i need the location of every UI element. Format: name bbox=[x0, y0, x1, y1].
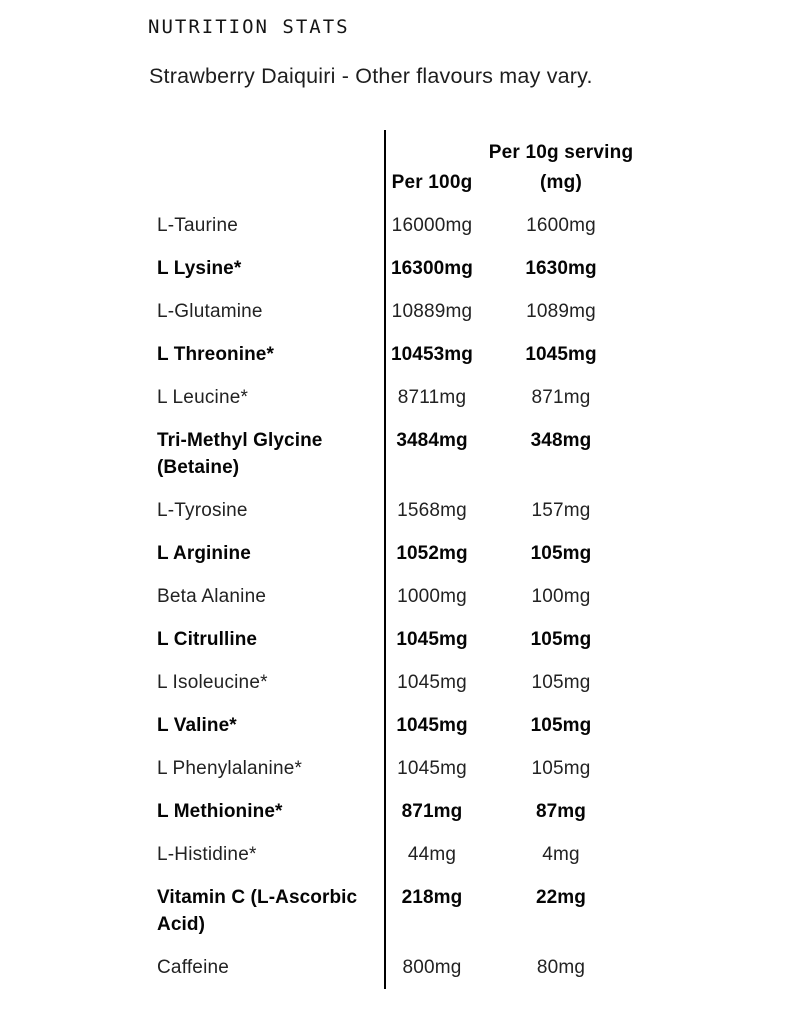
nutrient-name: L-Taurine bbox=[148, 204, 386, 247]
per-10g-value: 105mg bbox=[531, 672, 591, 693]
table-row bbox=[148, 333, 644, 376]
per-100g-value: 44mg bbox=[407, 844, 457, 865]
table-row bbox=[148, 575, 644, 618]
table-row bbox=[148, 376, 644, 419]
nutrient-name: L Leucine* bbox=[148, 376, 386, 419]
per-100g-value: 3484mg bbox=[396, 430, 468, 451]
per-100g-value: 218mg bbox=[401, 887, 463, 908]
per-10g-value: 1600mg bbox=[526, 215, 596, 236]
per-10g-value: 22mg bbox=[535, 887, 587, 908]
per-100g-value: 16300mg bbox=[390, 258, 474, 279]
nutrient-name: L-Histidine* bbox=[148, 833, 386, 876]
per-100g-value: 10453mg bbox=[390, 344, 474, 365]
header-per-100g-label: Per 100g bbox=[391, 172, 473, 193]
nutrient-name: L-Tyrosine bbox=[148, 489, 386, 532]
table-row bbox=[148, 790, 644, 833]
per-10g-value: 1089mg bbox=[526, 301, 596, 322]
per-100g-value: 10889mg bbox=[391, 301, 473, 322]
nutrient-name: L Valine* bbox=[148, 704, 386, 747]
table-row bbox=[148, 833, 644, 876]
nutrient-name: L Citrulline bbox=[148, 618, 386, 661]
nutrient-name: L Methionine* bbox=[148, 790, 386, 833]
table-row bbox=[148, 618, 644, 661]
per-100g-value: 800mg bbox=[402, 957, 462, 978]
per-10g-value: 105mg bbox=[530, 715, 592, 736]
table-row bbox=[148, 661, 644, 704]
table-row bbox=[148, 704, 644, 747]
nutrient-name: L Arginine bbox=[148, 532, 386, 575]
per-100g-value: 1568mg bbox=[397, 500, 467, 521]
nutrient-name: Tri-Methyl Glycine (Betaine) bbox=[148, 419, 386, 489]
header-per-100g bbox=[386, 130, 478, 204]
per-100g-value: 1045mg bbox=[397, 758, 467, 779]
table-row bbox=[148, 204, 644, 247]
per-100g-value: 1045mg bbox=[396, 715, 468, 736]
header-per-10g-serving bbox=[478, 130, 644, 204]
per-100g-value: 8711mg bbox=[397, 387, 467, 408]
header-per-10g-line1: Per 10g serving bbox=[488, 142, 634, 163]
per-100g-value: 1045mg bbox=[396, 629, 468, 650]
per-10g-value: 871mg bbox=[531, 387, 591, 408]
table-row bbox=[148, 290, 644, 333]
nutrient-name: L Isoleucine* bbox=[148, 661, 386, 704]
table-row bbox=[148, 532, 644, 575]
per-10g-value: 4mg bbox=[542, 844, 580, 865]
per-10g-value: 105mg bbox=[530, 629, 592, 650]
per-100g-value: 16000mg bbox=[391, 215, 473, 236]
nutrient-name: L Lysine* bbox=[148, 247, 386, 290]
nutrient-name: L Threonine* bbox=[148, 333, 386, 376]
table-row bbox=[148, 946, 644, 989]
per-100g-value: 1000mg bbox=[397, 586, 467, 607]
flavour-note: Strawberry Daiquiri - Other flavours may vary. bbox=[149, 64, 593, 88]
per-10g-value: 87mg bbox=[535, 801, 587, 822]
per-10g-value: 105mg bbox=[531, 758, 591, 779]
section-title: NUTRITION STATS bbox=[148, 16, 350, 38]
table-row bbox=[148, 419, 644, 489]
table-row bbox=[148, 247, 644, 290]
per-10g-value: 157mg bbox=[531, 500, 591, 521]
table-row bbox=[148, 876, 644, 946]
per-10g-value: 1630mg bbox=[525, 258, 597, 279]
per-10g-value: 105mg bbox=[530, 543, 592, 564]
per-10g-value: 348mg bbox=[530, 430, 592, 451]
per-10g-value: 80mg bbox=[536, 957, 586, 978]
header-name-cell bbox=[148, 130, 386, 204]
header-per-10g-line2: (mg) bbox=[540, 172, 582, 193]
per-100g-value: 1052mg bbox=[396, 543, 468, 564]
table-row bbox=[148, 489, 644, 532]
nutrient-name: Beta Alanine bbox=[148, 575, 386, 618]
nutrition-table bbox=[148, 130, 644, 989]
nutrient-name: L Phenylalanine* bbox=[148, 747, 386, 790]
nutrient-name: Caffeine bbox=[148, 946, 386, 989]
table-header-row bbox=[148, 130, 644, 204]
nutrient-name: L-Glutamine bbox=[148, 290, 386, 333]
per-100g-value: 1045mg bbox=[397, 672, 467, 693]
nutrient-name: Vitamin C (L-Ascorbic Acid) bbox=[148, 876, 386, 946]
table-body bbox=[148, 204, 644, 989]
per-10g-value: 100mg bbox=[531, 586, 591, 607]
per-10g-value: 1045mg bbox=[525, 344, 597, 365]
table-row bbox=[148, 747, 644, 790]
per-100g-value: 871mg bbox=[401, 801, 463, 822]
